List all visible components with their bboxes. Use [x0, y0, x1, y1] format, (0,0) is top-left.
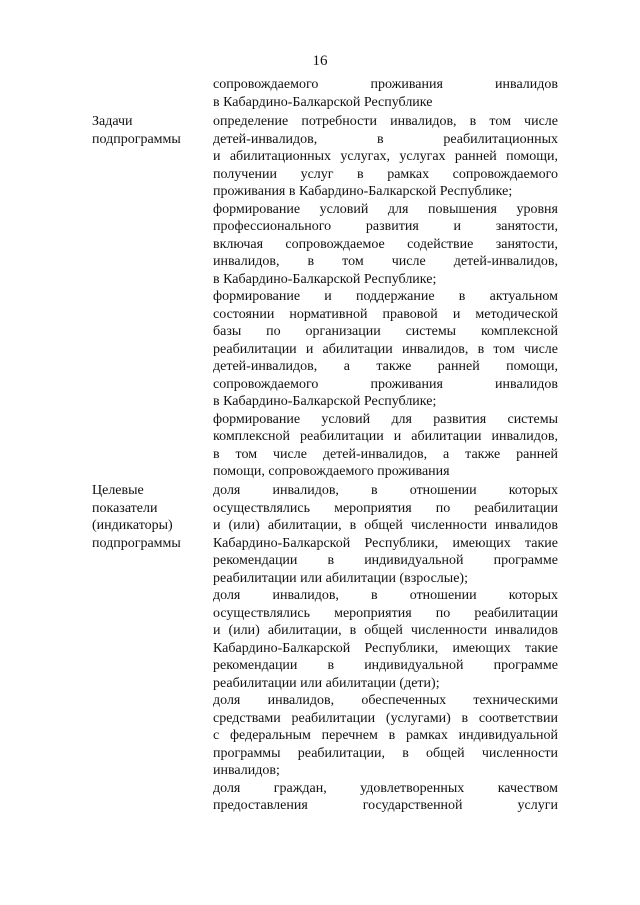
text-line: с федеральным перечнем в рамках индивидуальной — [213, 728, 558, 743]
text-line: предоставления государственной услуги — [213, 798, 558, 813]
indicators-label — [92, 482, 204, 552]
text-line: доля граждан, удовлетворенных качеством — [213, 780, 558, 796]
text-line: получении услуг в рамках сопровождаемого — [213, 166, 558, 182]
text-line: Кабардино-Балкарской Республики, имеющих такие — [213, 640, 558, 656]
text-line: определение потребности инвалидов, в том числе — [213, 114, 558, 129]
text-line: в Кабардино-Балкарской Республике; — [213, 271, 437, 287]
label-line: показатели — [92, 500, 158, 516]
text-line: формирование условий для развития системы — [213, 411, 558, 427]
text-line: осуществлялись мероприятия по реабилитации — [213, 500, 558, 516]
text-line: Кабардино-Балкарской Республики, имеющих такие — [213, 535, 558, 551]
text-line: инвалидов; — [213, 763, 280, 778]
text-line: профессионального развития и занятости, — [213, 219, 558, 234]
label-line: Целевые — [92, 483, 144, 498]
page-number: 16 — [312, 53, 328, 69]
label-line: подпрограммы — [92, 131, 181, 147]
text-line: сопровождаемого проживания инвалидов — [213, 77, 558, 92]
text-line: состоянии нормативной правовой и методической — [213, 306, 558, 322]
text-line: реабилитации или абилитации (дети); — [213, 675, 440, 691]
text-line: помощи, сопровождаемого проживания — [213, 464, 450, 479]
text-line: в Кабардино-Балкарской Республике — [213, 94, 433, 110]
text-line: доля инвалидов, обеспеченных техническими — [213, 693, 558, 708]
text-line: сопровождаемого проживания инвалидов — [213, 376, 558, 392]
text-line: и (или) абилитации, в общей численности инвалидов — [213, 518, 558, 533]
tasks-label — [92, 113, 204, 148]
text-line: доля инвалидов, в отношении которых — [213, 588, 558, 603]
tasks-text — [213, 113, 558, 481]
label-line: (индикаторы) — [92, 518, 173, 533]
text-line: проживания в Кабардино-Балкарской Республике; — [213, 184, 513, 199]
text-line: средствами реабилитации (услугами) в соответствии — [213, 710, 558, 726]
text-line: детей-инвалидов, в реабилитационных — [213, 131, 558, 147]
text-line: доля инвалидов, в отношении которых — [213, 483, 558, 498]
text-line: формирование и поддержание в актуальном — [213, 289, 558, 304]
text-line: осуществлялись мероприятия по реабилитации — [213, 605, 558, 621]
text-line: инвалидов, в том числе детей-инвалидов, — [213, 254, 558, 269]
text-line: базы по организации системы комплексной — [213, 324, 558, 339]
text-line: формирование условий для повышения уровня — [213, 201, 558, 217]
text-line: рекомендации в индивидуальной программе — [213, 553, 558, 568]
text-line: детей-инвалидов, а также ранней помощи, — [213, 359, 558, 374]
text-line: и абилитационных услугах, услугах ранней помощи, — [213, 149, 558, 164]
text-line: в том числе детей-инвалидов, а также ранней — [213, 446, 558, 462]
indicators-text — [213, 482, 558, 815]
text-line: комплексной реабилитации и абилитации инвалидов, — [213, 429, 558, 444]
text-line: в Кабардино-Балкарской Республике; — [213, 394, 437, 409]
text-line: программы реабилитации, в общей численности — [213, 745, 558, 761]
text-line: реабилитации или абилитации (взрослые); — [213, 570, 468, 586]
continuation-text — [213, 76, 558, 111]
text-line: реабилитации и абилитации инвалидов, в том числе — [213, 341, 558, 357]
text-line: рекомендации в индивидуальной программе — [213, 658, 558, 673]
label-line: Задачи — [92, 114, 133, 129]
label-line: подпрограммы — [92, 535, 181, 551]
text-line: включая сопровождаемое содействие занятости, — [213, 236, 558, 252]
text-line: и (или) абилитации, в общей численности инвалидов — [213, 623, 558, 638]
